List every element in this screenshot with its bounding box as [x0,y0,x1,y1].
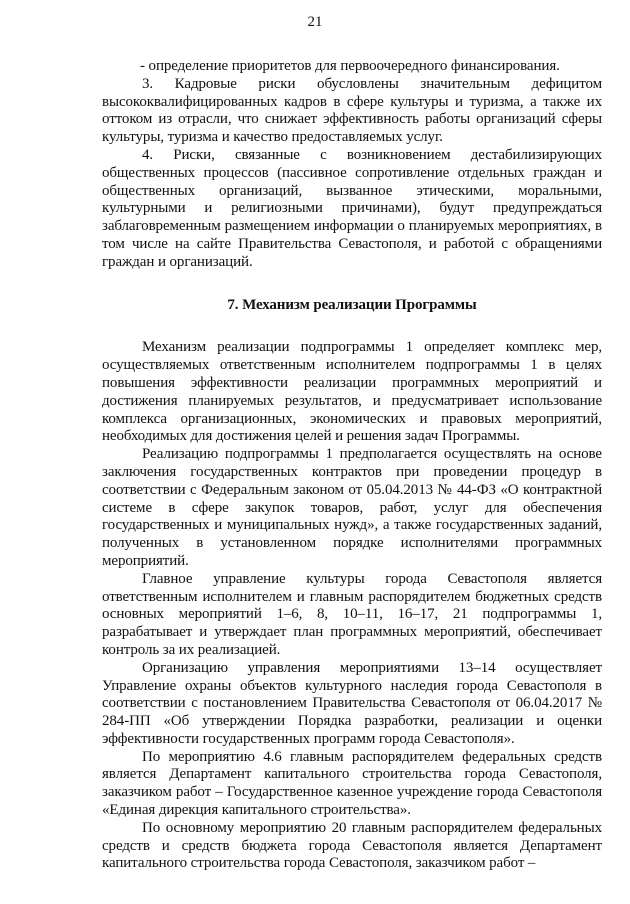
section-paragraph-4: Организацию управления мероприятиями 13–14 осуществляет Управление охраны объектов культурного наследия города Севастополя в соответствии с постановлением Правительства Севастополя от 06.04.2017 № 284-ПП «Об утверждении Порядка разработки, реализации и оценки эффективности государственных программ города Севастополя». [102,659,602,747]
section-paragraph-2: Реализацию подпрограммы 1 предполагается осуществлять на основе заключения государственных контрактов при проведении процедур в соответствии с Федеральным законом от 05.04.2013 № 44-ФЗ «О контрактной системе в сфере закупок товаров, работ, услуг для обеспечения государственных и муниципальных нужд», а также государственных заданий, полученных в установленном порядке исполнителями программных мероприятий. [102,446,602,569]
section-paragraph-5: По мероприятию 4.6 главным распорядителем федеральных средств является Департамент капитального строительства города Севастополя, заказчиком работ – Государственное казенное учреждение города Севастополя «Единая дирекция капитального строительства». [102,748,602,819]
risk-item-4: 4. Риски, связанные с возникновением дестабилизирующих общественных процессов (пассивное сопротивление отдельных граждан и общественных организаций, вызванное этическими, моральными, культурными и религиозными причинами), будут предупреждаться заблаговременным размещением информации о планируемых мероприятиях, в том числе на сайте Правительства Севастополя, и работой с обращениями граждан и организаций. [102,146,602,270]
risk-item-3: 3. Кадровые риски обусловлены значительным дефицитом высококвалифицированных кадров в сфере культуры и туризма, а также их оттоком из отрасли, что снижает эффективность работы организаций сферы культуры, туризма и качество предоставляемых услуг. [102,75,602,146]
section-heading: 7. Механизм реализации Программы [227,296,477,313]
page-number: 21 [307,14,323,30]
section-paragraph-3: Главное управление культуры города Севастополя является ответственным исполнителем и главным распорядителем бюджетных средств основных мероприятий 1–6, 8, 10–11, 16–17, 21 подпрограммы 1, разрабатывает и утверждает план программных мероприятий, обеспечивает контроль за их реализацией. [102,570,602,658]
section-paragraph-1: Механизм реализации подпрограммы 1 определяет комплекс мер, осуществляемых ответственным исполнителем подпрограммы 1 в целях повышения эффективности реализации программных мероприятий и достижения планируемых результатов, и предусматривает использование комплекса организационных, экономических и правовых мероприятий, необходимых для достижения целей и решения задач Программы. [102,339,602,445]
section-paragraph-6: По основному мероприятию 20 главным распорядителем федеральных средств и средств бюджета города Севастополя является Департамент капитального строительства города Севастополя, заказчиком работ – [102,819,602,872]
page-content [102,58,602,873]
risk-item-2-tail: - определение приоритетов для первоочередного финансирования. [140,58,560,74]
